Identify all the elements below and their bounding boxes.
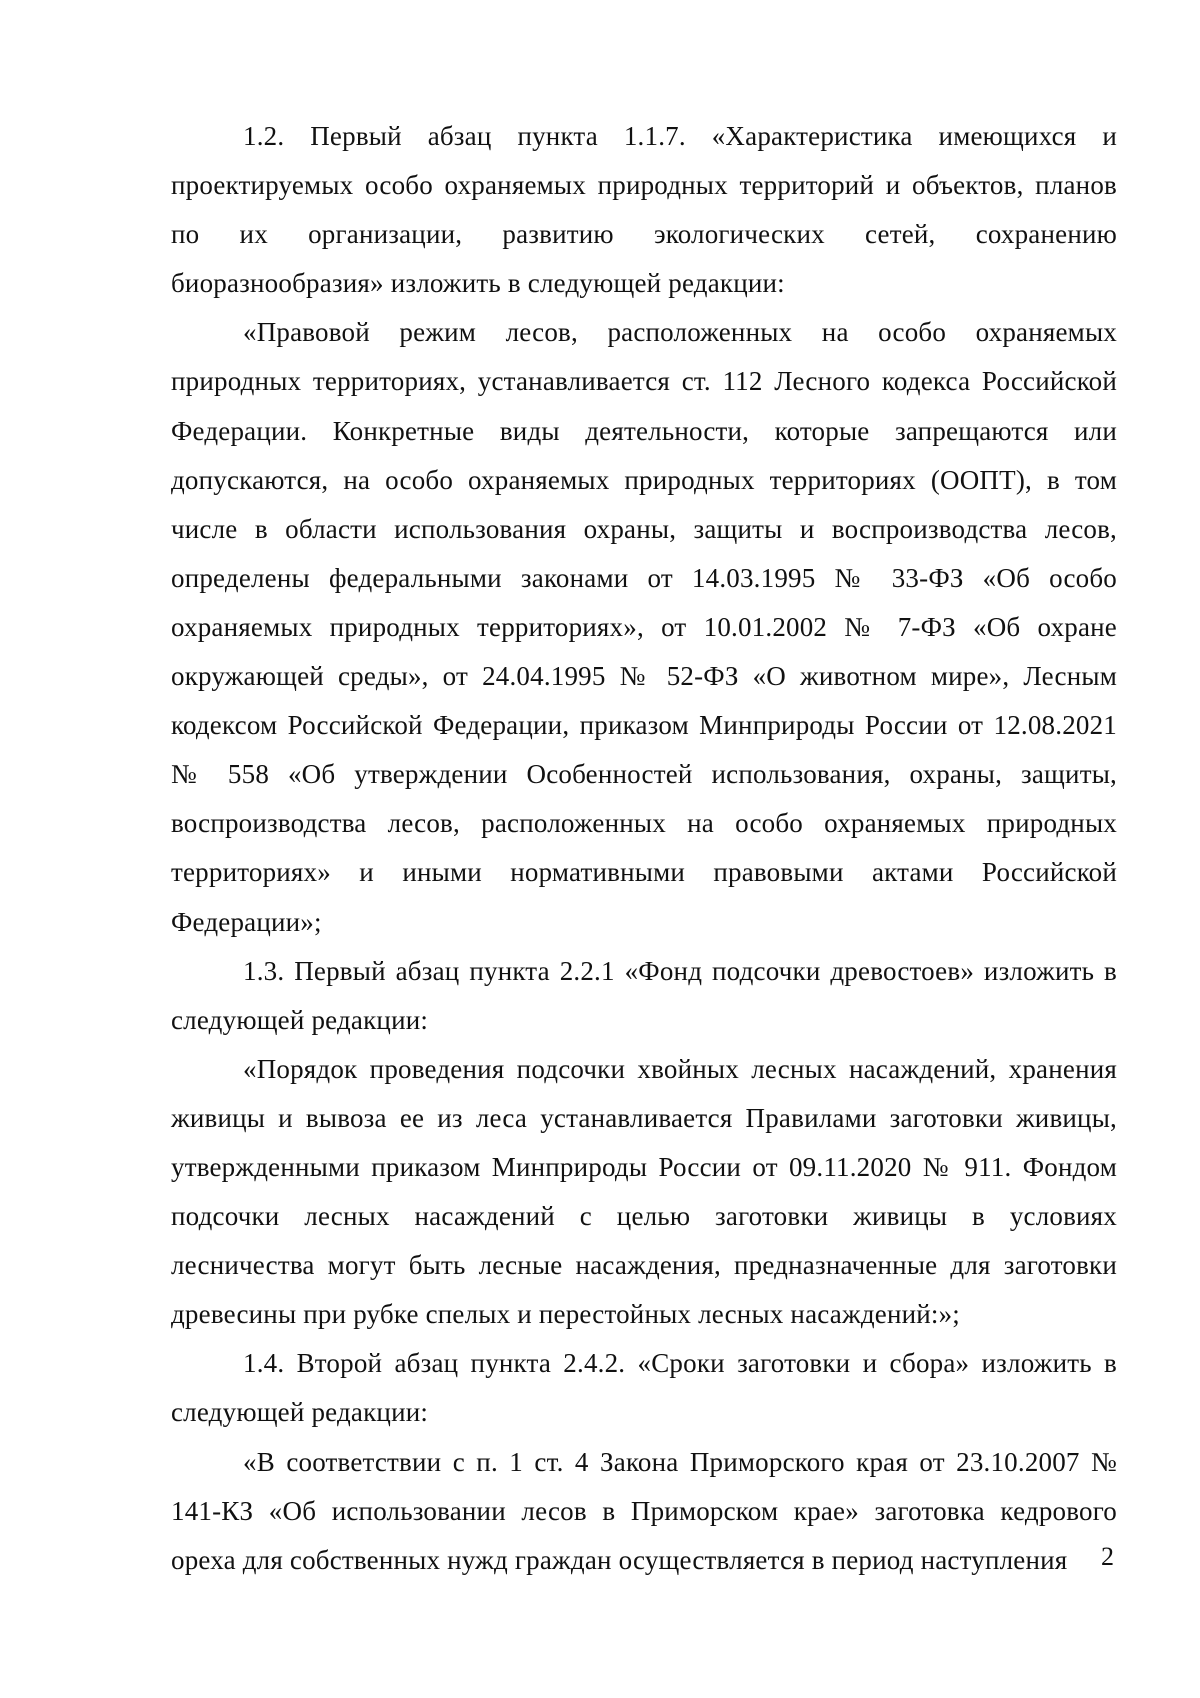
paragraph-1-4: 1.4. Второй абзац пункта 2.4.2. «Сроки заготовки и сбора» изложить в следующей редакции:	[171, 1348, 1117, 1428]
paragraph-cedar-nut: «В соответствии с п. 1 ст. 4 Закона Приморского края от 23.10.2007 № 141-КЗ «Об использовании лесов в Приморском крае» заготовка кедрового ореха для собственных нужд граждан осуществляется в период наступления	[171, 1446, 1117, 1575]
paragraph-1-3: 1.3. Первый абзац пункта 2.2.1 «Фонд подсочки древостоев» изложить в следующей редакции:	[171, 955, 1117, 1035]
document-body	[171, 112, 1117, 1585]
page-number: 2	[1101, 1542, 1114, 1571]
paragraph-tapping-procedure: «Порядок проведения подсочки хвойных лесных насаждений, хранения живицы и вывоза ее из леса устанавливается Правилами заготовки живицы, утвержденными приказом Минприроды России от 09.11.2020 № 911. Фондом подсочки лесных насаждений с целью заготовки живицы в условиях лесничества могут быть лесные насаждения, предназначенные для заготовки древесины при рубке спелых и перестойных лесных насаждений:»;	[171, 1053, 1117, 1330]
paragraph-1-2: 1.2. Первый абзац пункта 1.1.7. «Характеристика имеющихся и проектируемых особо охраняемых природных территорий и объектов, планов по их организации, развитию экологических сетей, сохранению биоразнообразия» изложить в следующей редакции:	[171, 121, 1117, 299]
paragraph-legal-regime: «Правовой режим лесов, расположенных на особо охраняемых природных территориях, устанавливается ст. 112 Лесного кодекса Российской Федерации. Конкретные виды деятельности, которые запрещаются или допускаются, на особо охраняемых природных территориях (ООПТ), в том числе в области использования охраны, защиты и воспроизводства лесов, определены федеральными законами от 14.03.1995 № 33-ФЗ «Об особо охраняемых природных территориях», от 10.01.2002 № 7-ФЗ «Об охране окружающей среды», от 24.04.1995 № 52-ФЗ «О животном мире», Лесным кодексом Российской Федерации, приказом Минприроды России от 12.08.2021 № 558 «Об утверждении Особенностей использования, охраны, защиты, воспроизводства лесов, расположенных на особо охраняемых природных территориях» и иными нормативными правовыми актами Российской Федерации»;	[171, 317, 1117, 937]
